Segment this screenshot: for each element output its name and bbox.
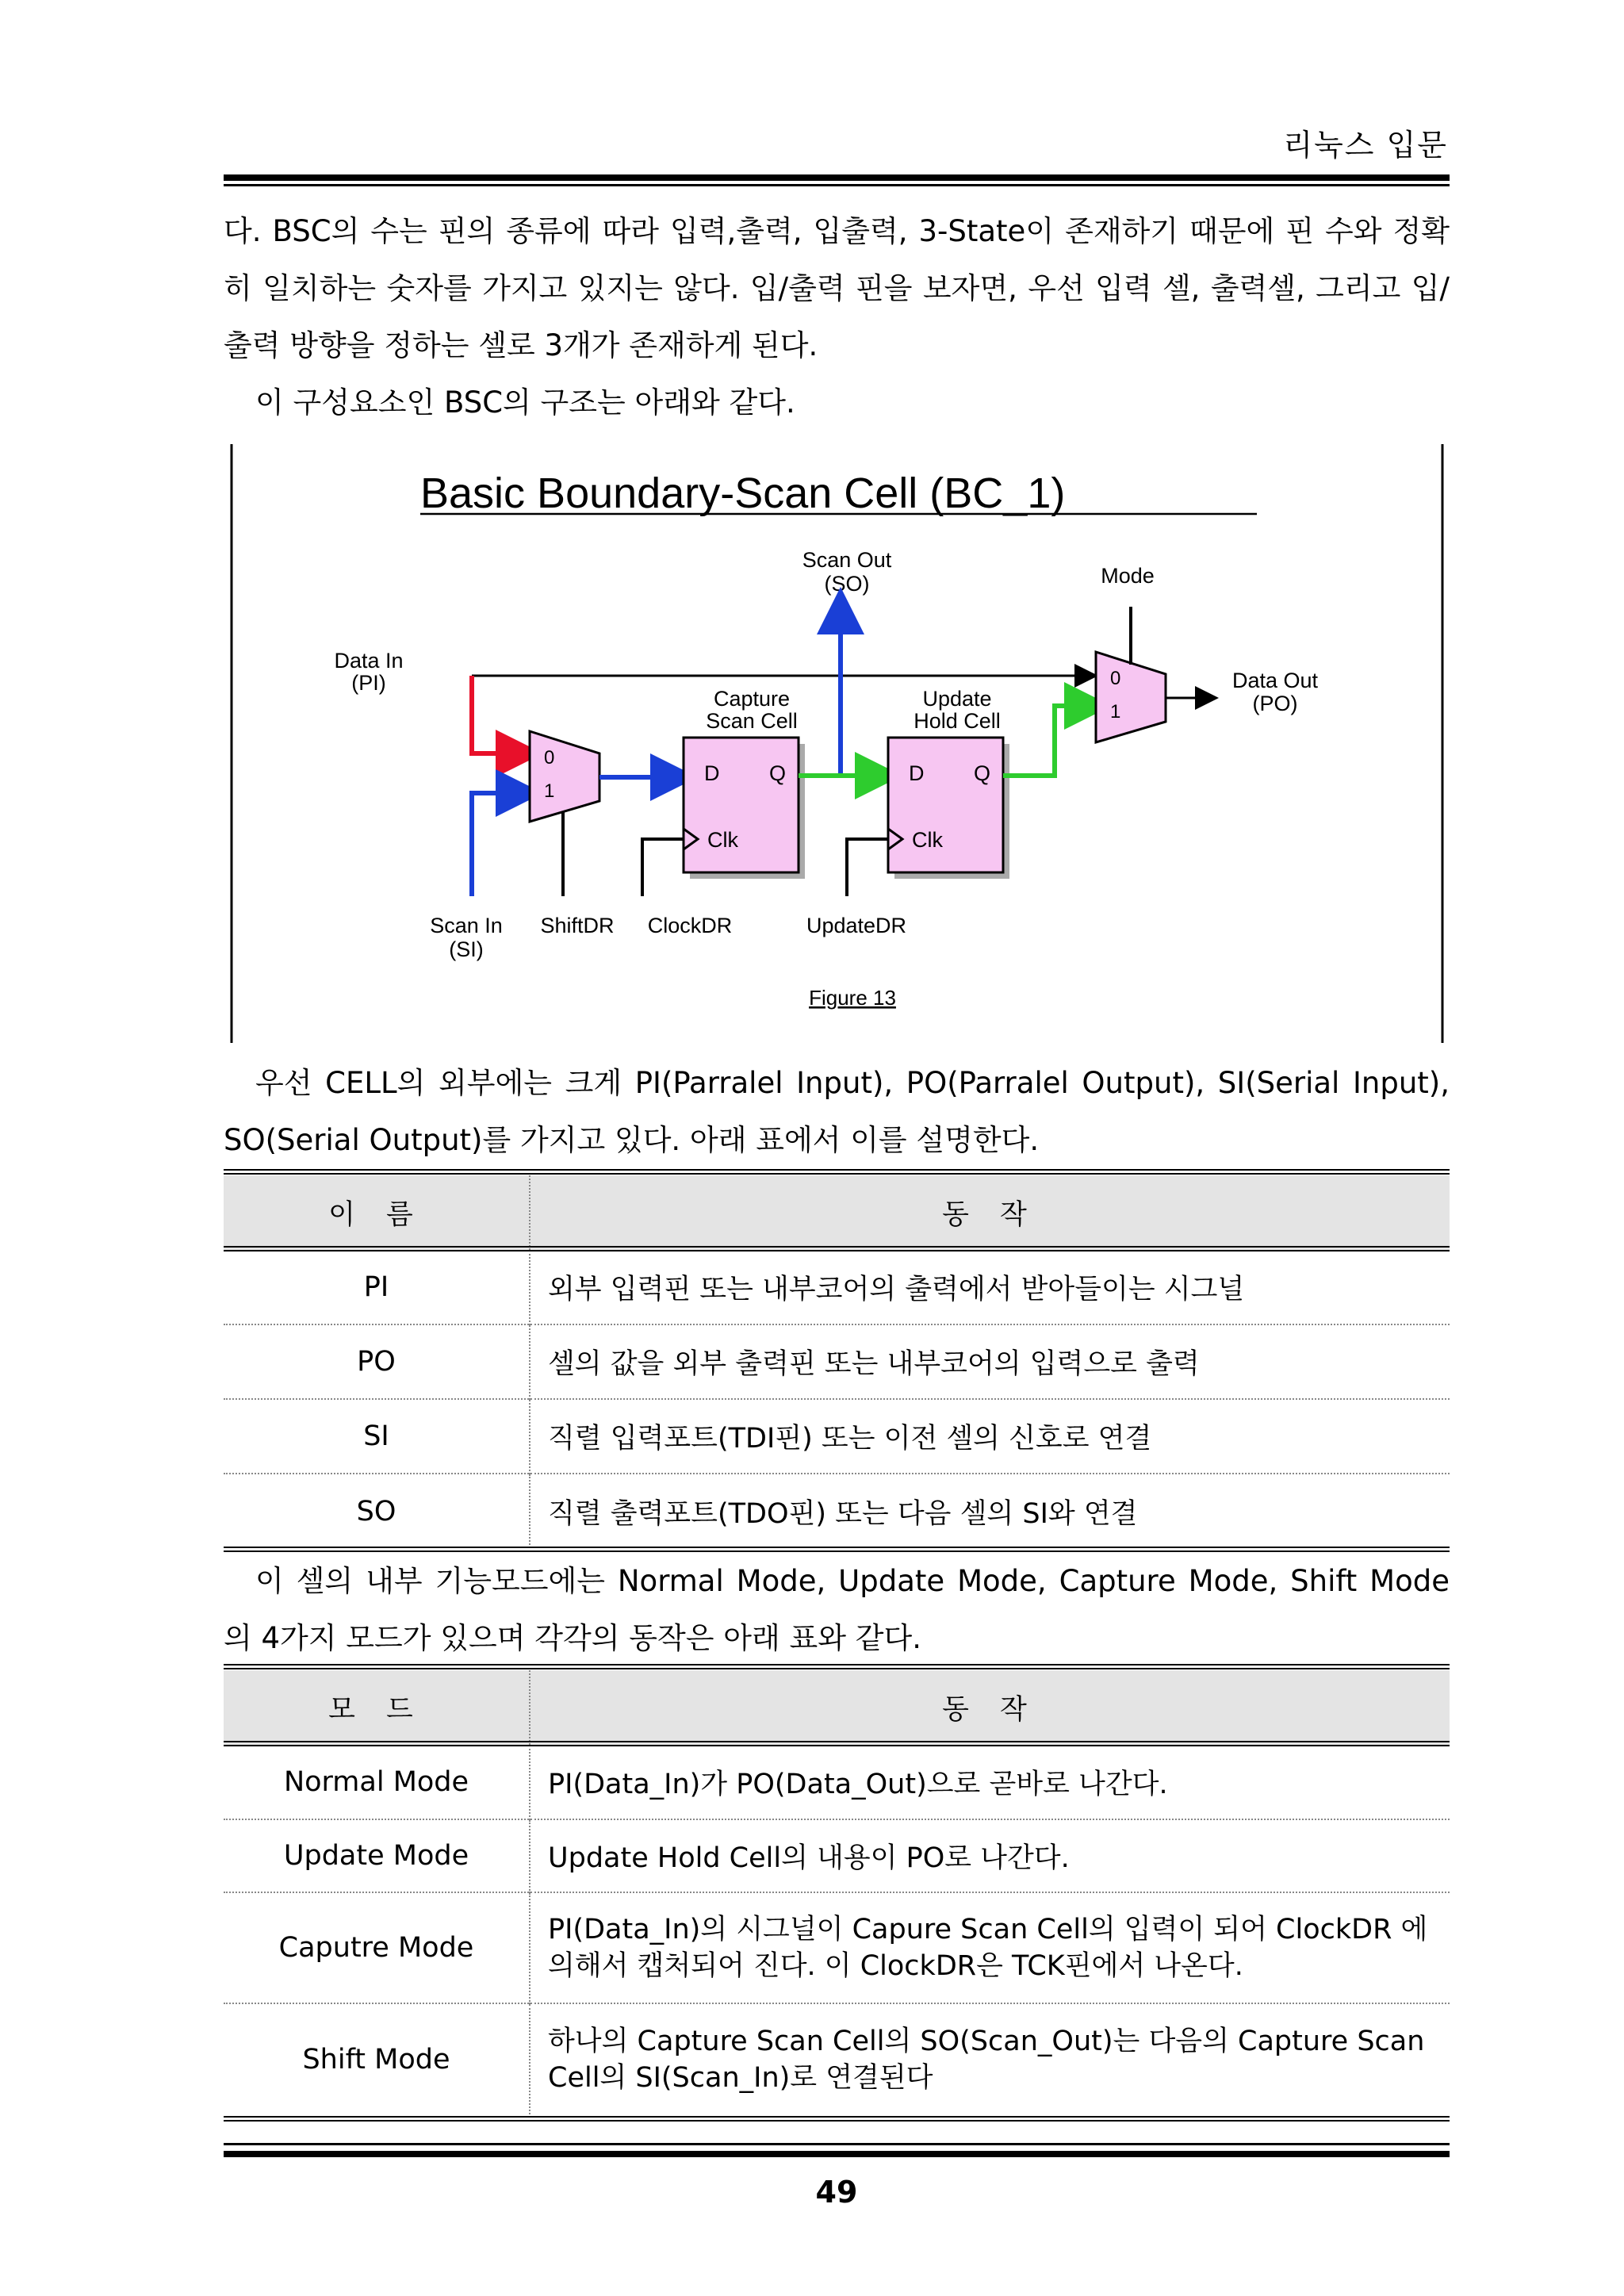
table1-header-rule-2	[224, 1246, 1450, 1248]
wire-updatedr	[847, 839, 888, 896]
label-capture-scan-cell: Scan Cell	[706, 709, 798, 733]
figure-title: Basic Boundary-Scan Cell (BC_1)	[420, 470, 1066, 517]
label-scan-in: Scan In	[430, 914, 503, 937]
table1-header-name: 이 름	[224, 1175, 530, 1250]
label-shiftdr: ShiftDR	[540, 914, 615, 937]
output-mux-1: 1	[1110, 701, 1121, 723]
table2-cell-desc: PI(Data_In)의 시그널이 Capure Scan Cell의 입력이 되어 ClockDR 에 의해서 캡처되어 진다. 이 ClockDR은 TCK핀에서 나온다.	[530, 1892, 1450, 2003]
table1-bottom-rule-1	[224, 1547, 1450, 1548]
label-data-in: Data In	[334, 649, 404, 673]
paragraph-4: 이 셀의 내부 기능모드에는 Normal Mode, Update Mode, Capture Mode, Shift Mode 의 4가지 모드가 있으며 각각의 동작은 아래 표와 같다.	[224, 1564, 1450, 1655]
label-capture: Capture	[713, 687, 791, 711]
table2-cell-desc: Update Hold Cell의 내용이 PO로 나간다.	[530, 1819, 1450, 1892]
table1-bottom-rule-2	[224, 1550, 1450, 1552]
header-rule-thick	[224, 174, 1450, 181]
table1-header-desc: 동 작	[530, 1175, 1450, 1250]
footer-rule-thin	[224, 2143, 1450, 2145]
table1-top-rule-1	[224, 1169, 1450, 1171]
capture-q: Q	[769, 761, 787, 785]
wire-update-to-output-mux	[1003, 706, 1088, 776]
label-update: Update	[922, 687, 992, 711]
table2-top-rule-1	[224, 1664, 1450, 1665]
cell-io-text	[224, 1055, 1450, 1169]
table2-cell-mode: Normal Mode	[224, 1745, 530, 1819]
output-mux-0: 0	[1110, 668, 1121, 689]
label-scan-in-si: (SI)	[449, 937, 484, 961]
table2-cell-desc: PI(Data_In)가 PO(Data_Out)으로 곧바로 나간다.	[548, 1768, 1168, 1800]
capture-clk: Clk	[707, 828, 738, 852]
header-title: 리눅스 입문	[1283, 128, 1448, 163]
label-mode: Mode	[1101, 564, 1155, 588]
table2-cell-mode: Caputre Mode	[224, 1892, 530, 2003]
table1-cell-name: PI	[224, 1250, 530, 1324]
table1-cell-name: SO	[224, 1474, 530, 1548]
update-q: Q	[974, 761, 991, 785]
table1-cell-desc: 외부 입력핀 또는 내부코어의 출력에서 받아들이는 시그널	[548, 1273, 1245, 1305]
header-rule-thin	[224, 184, 1450, 186]
table-row	[224, 1474, 1450, 1548]
table-signals	[224, 1175, 1450, 1548]
table-row	[224, 1250, 1450, 1324]
label-clockdr: ClockDR	[647, 914, 733, 937]
label-data-out-po: (PO)	[1252, 692, 1298, 715]
table2-cell-desc: 하나의 Capture Scan Cell의 SO(Scan_Out)는 다음의 Capture Scan Cell의 SI(Scan_In)로 연결된다	[530, 2003, 1450, 2114]
table1-cell-desc: 직렬 출력포트(TDO핀) 또는 다음 셀의 SI와 연결	[530, 1474, 1450, 1548]
table-row	[224, 1399, 1450, 1474]
bsc-diagram-svg	[230, 444, 1445, 1043]
table1-header-rule-1	[224, 1250, 1450, 1251]
label-data-out: Data Out	[1231, 669, 1319, 692]
update-hold-cell	[888, 738, 1003, 872]
paragraph-3: 우선 CELL의 외부에는 크게 PI(Parralel Input), PO(Parralel Output), SI(Serial Input), SO(Serial Output)를 가지고 있다. 아래 표에서 이를 설명한다.	[224, 1066, 1450, 1157]
table1-top-rule-2	[224, 1173, 1450, 1175]
table1-cell-desc: 셀의 값을 외부 출력핀 또는 내부코어의 입력으로 출력	[530, 1324, 1450, 1399]
label-data-in-pi: (PI)	[351, 671, 386, 695]
table2-cell-mode: Update Mode	[224, 1819, 530, 1892]
paragraph-1: 다. BSC의 수는 핀의 종류에 따라 입력,출력, 입출력, 3-State이 존재하기 때문에 핀 수와 정확히 일치하는 숫자를 가지고 있지는 않다. 입/출력 핀을 보자면, 우선 입력 셀, 출력셀, 그리고 입/출력 방향을 정하는 셀로 3개가 존재하게 된다.	[224, 214, 1450, 362]
figure-bsc-diagram	[230, 444, 1445, 1043]
paragraph-2: 이 구성요소인 BSC의 구조는 아래와 같다.	[255, 385, 795, 420]
modes-text	[224, 1553, 1450, 1667]
table2-header-rule-2	[224, 1745, 1450, 1746]
wire-clockdr	[642, 839, 684, 896]
table-row	[224, 1324, 1450, 1399]
table1-cell-desc: 직렬 입력포트(TDI핀) 또는 이전 셀의 신호로 연결	[530, 1399, 1450, 1474]
input-mux	[530, 731, 599, 822]
table-row	[224, 1819, 1450, 1892]
table-modes	[224, 1670, 1450, 2114]
output-mux	[1096, 652, 1166, 742]
update-clk: Clk	[912, 828, 943, 852]
table-row	[224, 1745, 1450, 1819]
table2-header-desc: 동 작	[530, 1670, 1450, 1745]
table2-header-rule-1	[224, 1741, 1450, 1742]
label-scan-out-so: (SO)	[824, 572, 870, 596]
page-number: 49	[815, 2175, 858, 2210]
label-scan-out: Scan Out	[802, 548, 892, 572]
update-d: D	[909, 761, 925, 785]
table2-header-row	[224, 1670, 1450, 1745]
table-row	[224, 2003, 1450, 2114]
table2-bottom-rule-2	[224, 2120, 1450, 2122]
wire-pi-to-mux	[472, 676, 519, 753]
table1-header-row	[224, 1175, 1450, 1250]
input-mux-1: 1	[544, 780, 555, 802]
table1-cell-name: SI	[224, 1399, 530, 1474]
label-updatedr: UpdateDR	[806, 914, 907, 937]
table1-cell-name: PO	[224, 1324, 530, 1399]
table2-header-mode: 모 드	[224, 1670, 530, 1745]
table-row	[224, 1892, 1450, 2003]
table2-cell-mode: Shift Mode	[224, 2003, 530, 2114]
capture-scan-cell	[684, 738, 799, 872]
footer-rule-thick	[224, 2151, 1450, 2157]
input-mux-0: 0	[544, 747, 555, 769]
label-update-hold-cell: Hold Cell	[914, 709, 1001, 733]
wire-si-to-mux	[472, 793, 519, 896]
capture-d: D	[704, 761, 720, 785]
intro-text	[224, 203, 1450, 431]
table2-bottom-rule-1	[224, 2116, 1450, 2118]
table2-top-rule-2	[224, 1668, 1450, 1669]
figure-caption: Figure 13	[809, 986, 896, 1010]
